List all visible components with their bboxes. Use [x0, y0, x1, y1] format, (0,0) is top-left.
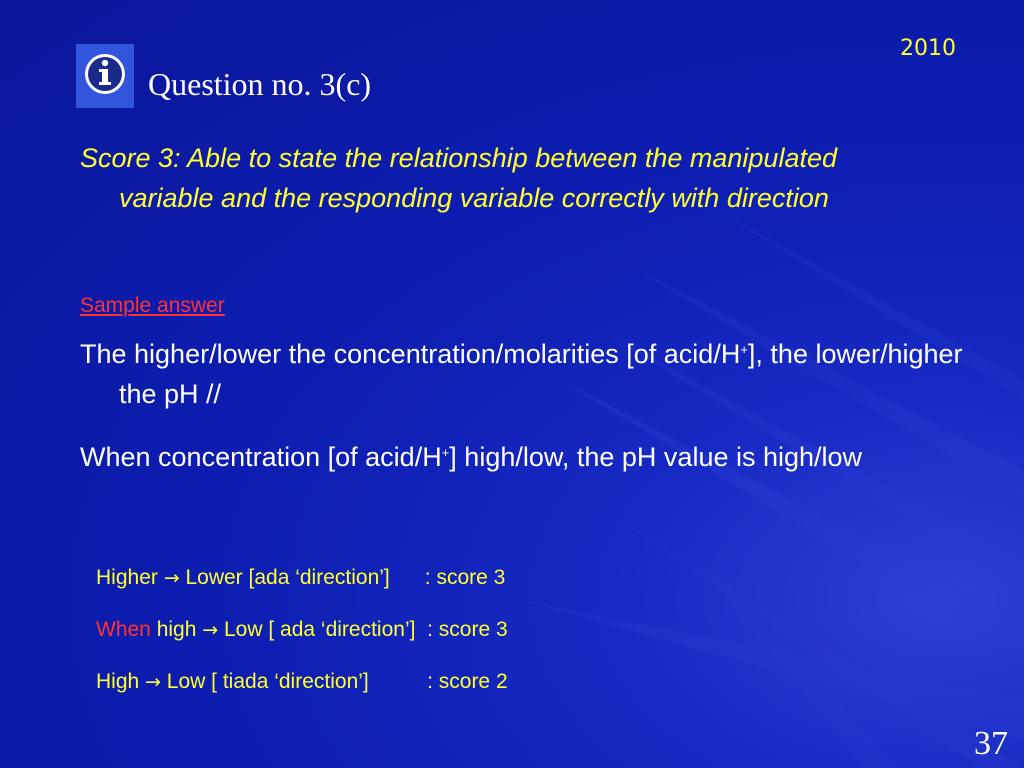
rule-2-prefix: When: [96, 618, 157, 641]
rule-1-right: Lower [ada ‘direction’]: [179, 566, 390, 589]
score-criteria-heading: [80, 138, 910, 260]
answer-2-superscript: +: [441, 445, 450, 460]
page-number: 37: [974, 725, 1008, 762]
score-criteria-text: Score 3: Able to state the relationship between the manipulated variable and the responding variable correctly with direction: [80, 143, 837, 213]
answer-2-text-start: When concentration [of acid/H: [80, 442, 442, 472]
answer-1-text-start: The higher/lower the concentration/molarities [of acid/H: [80, 339, 741, 369]
rule-3-left: High: [96, 670, 140, 693]
answer-2-text-end: ] high/low, the pH value is high/low: [449, 442, 863, 472]
arrow-right-icon: →: [202, 619, 219, 641]
rule-2-score: : score 3: [415, 618, 508, 641]
scoring-rule-2: [96, 615, 716, 645]
scoring-rule-1: [96, 563, 716, 593]
rule-1-score: : score 3: [389, 566, 506, 589]
scoring-rule-3: [96, 667, 716, 697]
rule-3-score: : score 2: [368, 670, 508, 693]
answer-1-text-end: ], the lower/higher the pH //: [119, 339, 963, 409]
year-label: 2010: [900, 36, 956, 61]
rule-1-left: Higher: [96, 566, 158, 589]
arrow-right-icon: →: [145, 671, 161, 693]
arrow-right-icon: →: [163, 567, 180, 589]
rule-2-right: Low [ ada ‘direction’]: [218, 618, 416, 641]
sample-answer-1: [80, 334, 980, 416]
slide-title: Question no. 3(c): [148, 66, 372, 102]
answer-1-superscript: +: [740, 342, 748, 357]
rule-2-left: high: [156, 618, 197, 641]
info-icon: [76, 44, 134, 108]
rule-3-right: Low [ tiada ‘direction’]: [160, 670, 369, 693]
sample-answer-2: [80, 437, 980, 519]
sample-answer-label: Sample answer: [80, 294, 225, 317]
